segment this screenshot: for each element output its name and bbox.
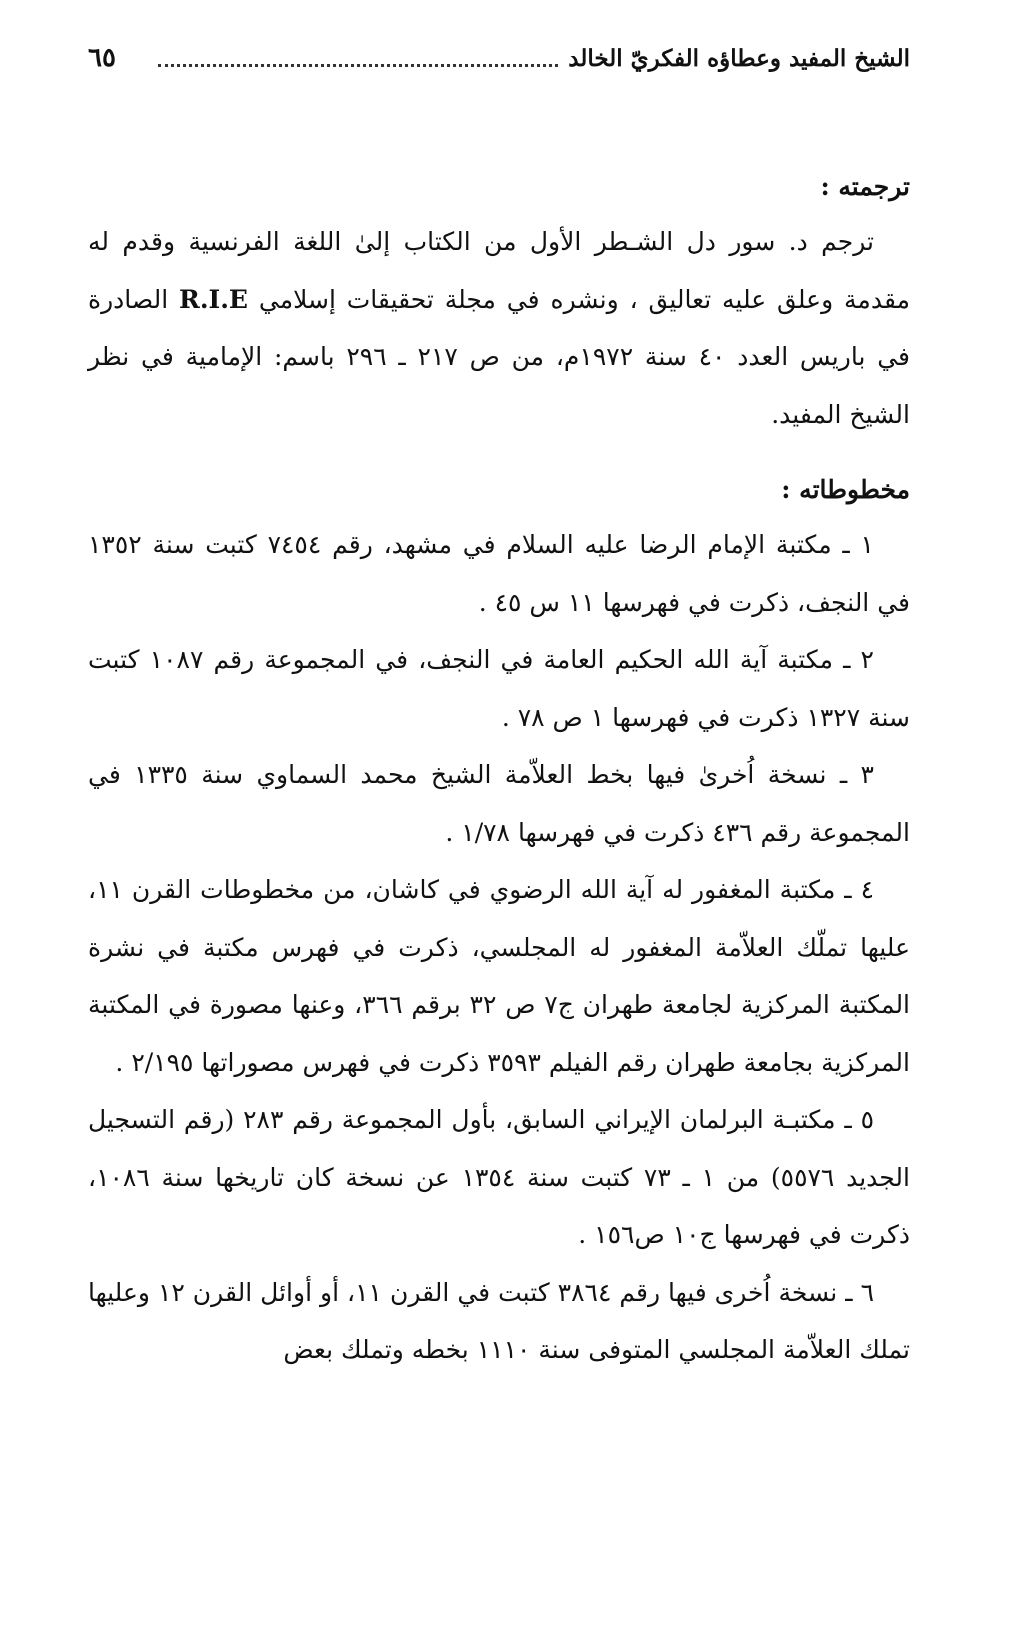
- manuscript-item: ٣ ـ نسخة اُخرىٰ فيها بخط العلاّمة الشيخ محمد السماوي سنة ١٣٣٥ في المجموعة رقم ٤٣٦ ذكرت في فهرسها ١/٧٨ .: [88, 760, 910, 847]
- page-header: [88, 38, 910, 78]
- manuscripts-heading: مخطوطاته :: [781, 475, 910, 504]
- manuscript-item: ٦ ـ نسخة اُخرى فيها رقم ٣٨٦٤ كتبت في القرن ١١، أو أوائل القرن ١٢ وعليها تملك العلاّمة المجلسي المتوفى سنة ١١١٠ بخطه وتملك بعض: [88, 1277, 910, 1364]
- translation-paragraph: [88, 213, 910, 443]
- journal-abbreviation: R.I.E: [179, 284, 248, 314]
- header-dot-leader: [158, 50, 558, 67]
- translation-heading: ترجمته :: [820, 172, 910, 201]
- manuscripts-section: [88, 464, 910, 1379]
- manuscript-item: ١ ـ مكتبة الإمام الرضا عليه السلام في مشهد، رقم ٧٤٥٤ كتبت سنة ١٣٥٢ في النجف، ذكرت في فهرسها ١١ س ٤٥ .: [88, 530, 910, 617]
- page-number: ٦٥: [88, 43, 116, 73]
- translation-section: [88, 161, 910, 443]
- running-title: الشيخ المفيد وعطاؤه الفكريّ الخالد: [568, 44, 910, 72]
- manuscript-item: ٤ ـ مكتبة المغفور له آية الله الرضوي في كاشان، من مخطوطات القرن ١١، عليها تملّك العلاّمة المغفور له المجلسي، ذكرت في فهرس مكتبة في نشرة المكتبة المركزية لجامعة طهران ج٧ ص ٣٢ برقم ٣٦٦، وعنها مصورة في المكتبة المركزية بجامعة طهران رقم الفيلم ٣٥٩٣ ذكرت في فهرس مصوراتها ٢/١٩٥ .: [88, 875, 911, 1077]
- manuscript-item: ٥ ـ مكتبـة البرلمان الإيراني السابق، بأول المجموعة رقم ٢٨٣ (رقم التسجيل الجديد ٥٥٧٦) من ١ ـ ٧٣ كتبت سنة ١٣٥٤ عن نسخة كان تاريخها سنة ١٠٨٦، ذكرت في فهرسها ج١٠ ص١٥٦ .: [88, 1105, 910, 1249]
- translation-text-part-1: ترجم د. سور دل الشـطر الأول من الكتاب إلىٰ اللغة الفرنسية وقدم له مقدمة وعلق عليه تعاليق ، ونشره في مجلة تحقيقات إسلامي: [88, 227, 910, 314]
- translation-text-part-2: الصادرة في باريس العدد ٤٠ سنة ١٩٧٢م، من ص ٢١٧ ـ ٢٩٦ باسم: الإمامية في نظر الشيخ المفيد.: [88, 284, 910, 429]
- manuscript-item: ٢ ـ مكتبة آية الله الحكيم العامة في النجف، في المجموعة رقم ١٠٨٧ كتبت سنة ١٣٢٧ ذكرت في فهرسها ١ ص ٧٨ .: [88, 645, 910, 732]
